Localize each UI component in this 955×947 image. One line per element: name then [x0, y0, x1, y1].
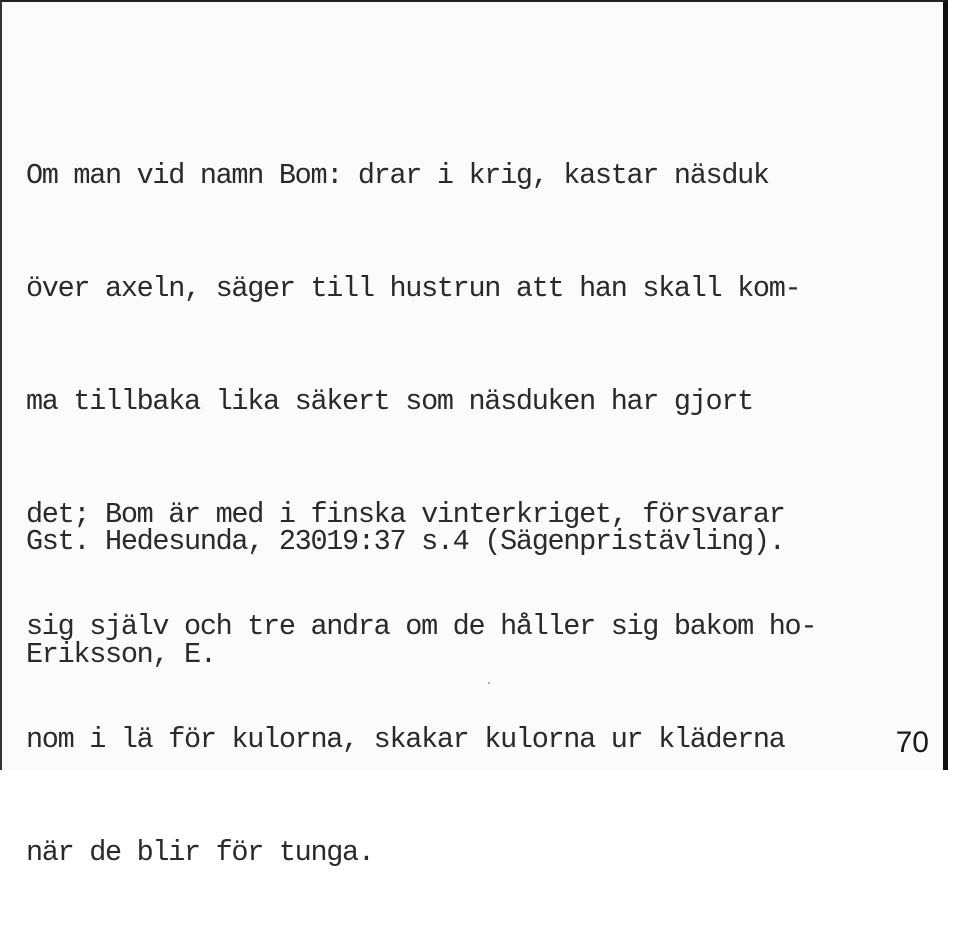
record-text-line: ma tillbaka lika säkert som näsduken har gjort — [26, 384, 753, 418]
record-text-line: nom i lä för kulorna, skakar kulorna ur kläderna — [26, 723, 785, 757]
record-text-line: Om man vid namn Bom: drar i krig, kastar näsduk — [26, 159, 769, 193]
record-text-line: det; Bom är med i finska vinterkriget, försvarar — [26, 497, 785, 531]
record-text-line: sig själv och tre andra om de håller sig bakom ho- — [26, 610, 817, 644]
source-line: Gst. Hedesunda, 23019:37 s.4 (Sägenpristävling). — [26, 525, 785, 559]
informant-line: Eriksson, E. — [26, 637, 216, 671]
record-text-line: när de blir för tunga. — [26, 835, 374, 869]
source-citation — [26, 448, 785, 749]
record-text-line: över axeln, säger till hustrun att han skall kom- — [26, 271, 801, 305]
paper-speck — [488, 682, 490, 684]
page-number: 70 — [895, 726, 929, 759]
